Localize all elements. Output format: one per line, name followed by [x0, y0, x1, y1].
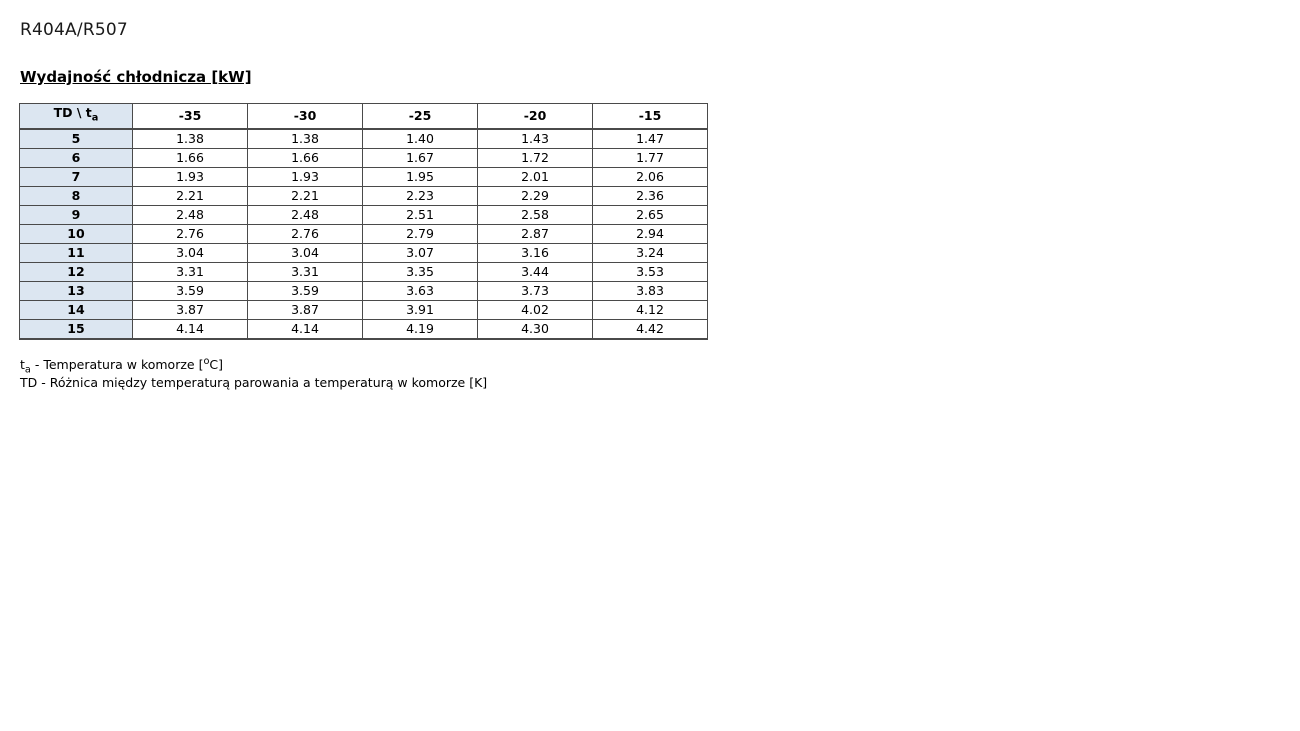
table-cell: 2.76: [133, 224, 248, 243]
table-cell: 2.36: [593, 186, 708, 205]
table-row: [20, 319, 708, 339]
table-row: [20, 205, 708, 224]
page-title: R404A/R507: [20, 20, 128, 40]
row-header: 5: [20, 129, 133, 149]
table-cell: 4.14: [133, 319, 248, 339]
corner-label-subscript: a: [91, 112, 99, 124]
table-cell: 2.29: [478, 186, 593, 205]
table-cell: 3.35: [363, 262, 478, 281]
column-header: -15: [593, 104, 708, 129]
table-cell: 4.02: [478, 300, 593, 319]
table-cell: 1.66: [248, 148, 363, 167]
row-header: 11: [20, 243, 133, 262]
table-cell: 1.77: [593, 148, 708, 167]
table-cell: 1.38: [248, 129, 363, 149]
table-cell: 1.93: [133, 167, 248, 186]
table-cell: 1.95: [363, 167, 478, 186]
table-corner-header: [20, 104, 133, 129]
table-cell: 2.76: [248, 224, 363, 243]
legend-ta-subscript: a: [24, 364, 31, 376]
table-cell: 1.38: [133, 129, 248, 149]
table-cell: 3.59: [248, 281, 363, 300]
table-row: [20, 186, 708, 205]
column-header: -35: [133, 104, 248, 129]
table-cell: 2.58: [478, 205, 593, 224]
table-row: [20, 300, 708, 319]
table-cell: 4.19: [363, 319, 478, 339]
table-body: [20, 129, 708, 339]
table-cell: 3.16: [478, 243, 593, 262]
degree-sign-icon: o: [203, 356, 210, 367]
row-header: 9: [20, 205, 133, 224]
table-cell: 2.79: [363, 224, 478, 243]
table-cell: 2.06: [593, 167, 708, 186]
corner-label-text: TD \ t: [53, 105, 92, 120]
table-cell: 1.47: [593, 129, 708, 149]
legend-line-ta: [20, 356, 223, 376]
table-cell: 1.43: [478, 129, 593, 149]
table-header: [20, 104, 708, 129]
legend-ta-text-post: C]: [209, 357, 224, 373]
table-cell: 2.21: [248, 186, 363, 205]
table-cell: 3.31: [133, 262, 248, 281]
table-row: [20, 262, 708, 281]
row-header: 14: [20, 300, 133, 319]
table-cell: 4.30: [478, 319, 593, 339]
column-header: -30: [248, 104, 363, 129]
table-row: [20, 148, 708, 167]
table-row: [20, 224, 708, 243]
table-cell: 1.40: [363, 129, 478, 149]
row-header: 7: [20, 167, 133, 186]
table-cell: 3.87: [248, 300, 363, 319]
legend-line-td: TD - Różnica między temperaturą parowania a temperaturą w komorze [K]: [20, 375, 488, 390]
table-cell: 2.65: [593, 205, 708, 224]
cooling-capacity-table: [19, 103, 708, 340]
table-cell: 2.23: [363, 186, 478, 205]
table-cell: 4.12: [593, 300, 708, 319]
table-row: [20, 167, 708, 186]
row-header: 12: [20, 262, 133, 281]
table-cell: 4.14: [248, 319, 363, 339]
table-cell: 1.93: [248, 167, 363, 186]
table-cell: 3.07: [363, 243, 478, 262]
table-cell: 3.31: [248, 262, 363, 281]
table-cell: 2.94: [593, 224, 708, 243]
table-cell: 2.01: [478, 167, 593, 186]
table-cell: 2.48: [248, 205, 363, 224]
row-header: 10: [20, 224, 133, 243]
table-cell: 2.48: [133, 205, 248, 224]
table-cell: 3.59: [133, 281, 248, 300]
row-header: 13: [20, 281, 133, 300]
table-cell: 1.66: [133, 148, 248, 167]
legend-ta-symbol: t: [20, 357, 25, 373]
column-header: -20: [478, 104, 593, 129]
table-cell: 3.87: [133, 300, 248, 319]
table-cell: 2.21: [133, 186, 248, 205]
table-cell: 1.72: [478, 148, 593, 167]
legend-ta-text-pre: - Temperatura w komorze [: [30, 357, 204, 373]
section-heading: Wydajność chłodnicza [kW]: [20, 68, 252, 86]
table-cell: 3.73: [478, 281, 593, 300]
table-cell: 4.42: [593, 319, 708, 339]
table-cell: 3.04: [133, 243, 248, 262]
table-cell: 3.24: [593, 243, 708, 262]
row-header: 8: [20, 186, 133, 205]
table-cell: 3.44: [478, 262, 593, 281]
column-header: -25: [363, 104, 478, 129]
table-cell: 1.67: [363, 148, 478, 167]
table-cell: 3.53: [593, 262, 708, 281]
table-cell: 3.63: [363, 281, 478, 300]
table-row: [20, 243, 708, 262]
table-cell: 2.51: [363, 205, 478, 224]
row-header: 6: [20, 148, 133, 167]
table-row: [20, 129, 708, 149]
table-row: [20, 281, 708, 300]
table-cell: 3.91: [363, 300, 478, 319]
table-header-row: [20, 104, 708, 129]
row-header: 15: [20, 319, 133, 339]
table-cell: 2.87: [478, 224, 593, 243]
table-cell: 3.04: [248, 243, 363, 262]
table-cell: 3.83: [593, 281, 708, 300]
